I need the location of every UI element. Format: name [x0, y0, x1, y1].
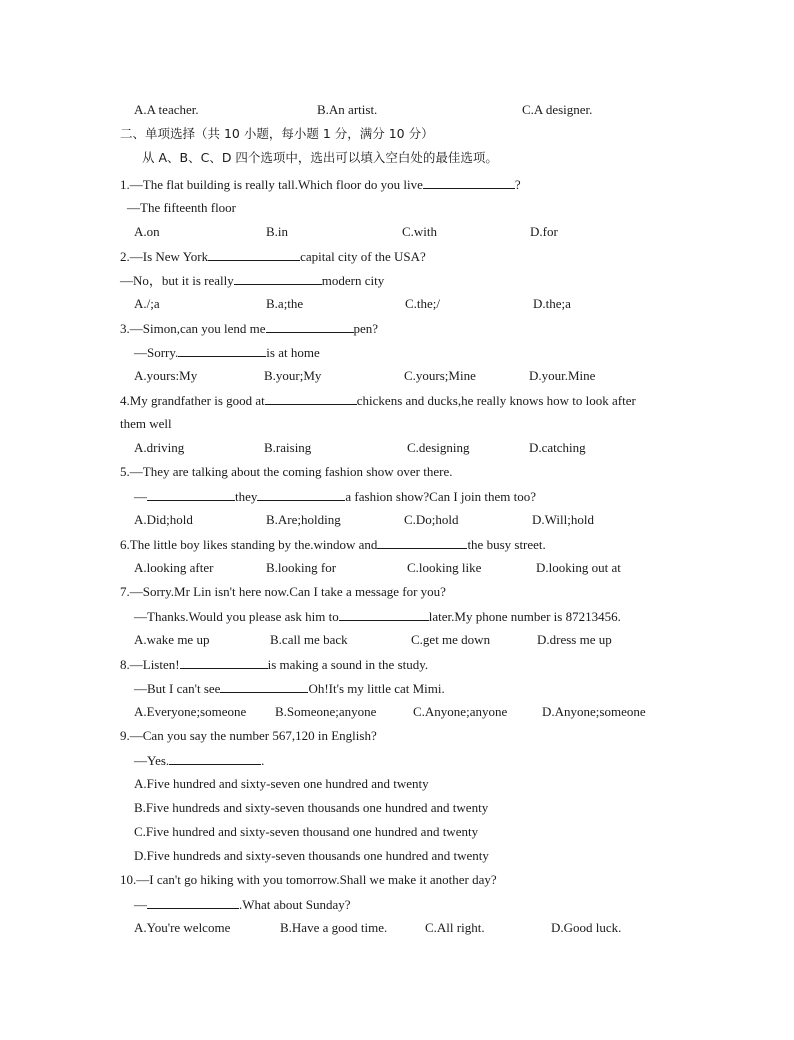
response-text: — [134, 897, 147, 912]
answer-blank [178, 344, 266, 357]
answer-blank [220, 680, 308, 693]
section-instruction: 从 A、B、C、D 四个选项中，选出可以填入空白处的最佳选项。 [142, 150, 498, 165]
question-9-response [134, 752, 264, 769]
response-text: —Thanks.Would you please ask him to [134, 609, 339, 624]
response-text: is at home [266, 345, 320, 360]
answer-blank [147, 488, 235, 501]
response-text: modern city [321, 273, 385, 288]
question-4 [120, 392, 636, 409]
question-8 [120, 656, 428, 673]
question-6 [120, 536, 546, 553]
option-c: C.get me down [411, 632, 491, 647]
response-text: —No，but it is really [120, 273, 234, 288]
question-1 [120, 176, 521, 193]
answer-blank [265, 392, 357, 405]
question-text: 6.The little boy likes standing by the.window and [120, 537, 378, 552]
question-10-response [134, 896, 351, 913]
question-text: ? [514, 177, 521, 192]
response-text: they [235, 489, 258, 504]
section-title: 二、单项选择（共 10 小题，每小题 1 分，满分 10 分） [120, 126, 434, 141]
option-a: A./;a [134, 296, 160, 311]
option-c: C.Anyone;anyone [413, 704, 508, 719]
option-c: C.looking like [407, 560, 482, 575]
option-b: B.Five hundreds and sixty-seven thousands one hundred and twenty [134, 800, 489, 815]
response-text: a fashion show?Can I join them too? [345, 489, 537, 504]
option-b: B.your;My [264, 368, 322, 383]
option-c: C.the;/ [405, 296, 441, 311]
question-7-response [134, 608, 621, 625]
option-d: D.Will;hold [532, 512, 594, 527]
question-2 [120, 248, 426, 265]
question-10: 10.—I can't go hiking with you tomorrow.Shall we make it another day? [120, 872, 497, 887]
option-b: B.in [266, 224, 289, 239]
option-a: A.wake me up [134, 632, 210, 647]
question-text: 1.—The flat building is really tall.Which floor do you live [120, 177, 423, 192]
question-5-response [134, 488, 536, 505]
option-d: D.catching [529, 440, 586, 455]
option-c: C.Do;hold [404, 512, 459, 527]
option-a: A.A teacher. [134, 102, 199, 117]
question-text: is making a sound in the study. [267, 657, 429, 672]
option-a: A.looking after [134, 560, 214, 575]
answer-blank [423, 176, 515, 189]
option-d: D.Good luck. [551, 920, 622, 935]
answer-blank [377, 536, 467, 549]
option-c: C.All right. [425, 920, 485, 935]
question-text: the busy street. [467, 537, 546, 552]
option-b: B.Someone;anyone [275, 704, 377, 719]
answer-blank [169, 752, 261, 765]
question-text: 2.—Is New York [120, 249, 209, 264]
option-d: D.your.Mine [529, 368, 596, 383]
option-a: A.Did;hold [134, 512, 193, 527]
response-text: . [261, 753, 265, 768]
question-9: 9.—Can you say the number 567,120 in English? [120, 728, 377, 743]
question-5: 5.—They are talking about the coming fashion show over there. [120, 464, 453, 479]
answer-blank [257, 488, 345, 501]
option-b: B.An artist. [317, 102, 378, 117]
question-text: 3.—Simon,can you lend me [120, 321, 266, 336]
option-b: B.Have a good time. [280, 920, 388, 935]
option-c: C.A designer. [522, 102, 593, 117]
answer-blank [147, 896, 239, 909]
option-a: A.on [134, 224, 160, 239]
option-c: C.designing [407, 440, 470, 455]
question-text: 8.—Listen! [120, 657, 180, 672]
option-c: C.Five hundred and sixty-seven thousand one hundred and twenty [134, 824, 479, 839]
response-text: — [134, 489, 147, 504]
answer-blank [266, 320, 354, 333]
question-1-response: —The fifteenth floor [127, 200, 237, 215]
question-8-response [134, 680, 445, 697]
option-c: C.yours;Mine [404, 368, 476, 383]
response-text: —But I can't see [134, 681, 221, 696]
response-text: —Yes. [134, 753, 170, 768]
response-text: later.My phone number is 87213456. [428, 609, 621, 624]
option-d: D.Anyone;someone [542, 704, 646, 719]
question-text: pen? [353, 321, 379, 336]
answer-blank [234, 272, 322, 285]
question-4-continued: them well [120, 416, 172, 431]
question-2-response [120, 272, 384, 289]
answer-blank [339, 608, 429, 621]
option-a: A.Everyone;someone [134, 704, 247, 719]
option-b: B.looking for [266, 560, 337, 575]
answer-blank [208, 248, 300, 261]
response-text: —Sorry. [134, 345, 179, 360]
answer-blank [180, 656, 268, 669]
response-text: Oh!It's my little cat Mimi. [308, 681, 445, 696]
option-d: D.looking out at [536, 560, 621, 575]
question-3-response [134, 344, 320, 361]
option-b: B.raising [264, 440, 312, 455]
option-a: A.yours:My [134, 368, 198, 383]
question-3 [120, 320, 378, 337]
question-7: 7.—Sorry.Mr Lin isn't here now.Can I take a message for you? [120, 584, 446, 599]
option-a: A.You're welcome [134, 920, 231, 935]
question-text: chickens and ducks,he really knows how to look after [356, 393, 636, 408]
option-d: D.for [530, 224, 558, 239]
option-d: D.dress me up [537, 632, 612, 647]
question-text: capital city of the USA? [300, 249, 426, 264]
response-text: .What about Sunday? [239, 897, 351, 912]
option-d: D.the;a [533, 296, 571, 311]
option-d: D.Five hundreds and sixty-seven thousands one hundred and twenty [134, 848, 489, 863]
option-c: C.with [402, 224, 438, 239]
option-b: B.a;the [266, 296, 304, 311]
option-b: B.Are;holding [266, 512, 341, 527]
option-a: A.Five hundred and sixty-seven one hundred and twenty [134, 776, 429, 791]
question-text: 4.My grandfather is good at [120, 393, 265, 408]
option-a: A.driving [134, 440, 185, 455]
option-b: B.call me back [270, 632, 348, 647]
